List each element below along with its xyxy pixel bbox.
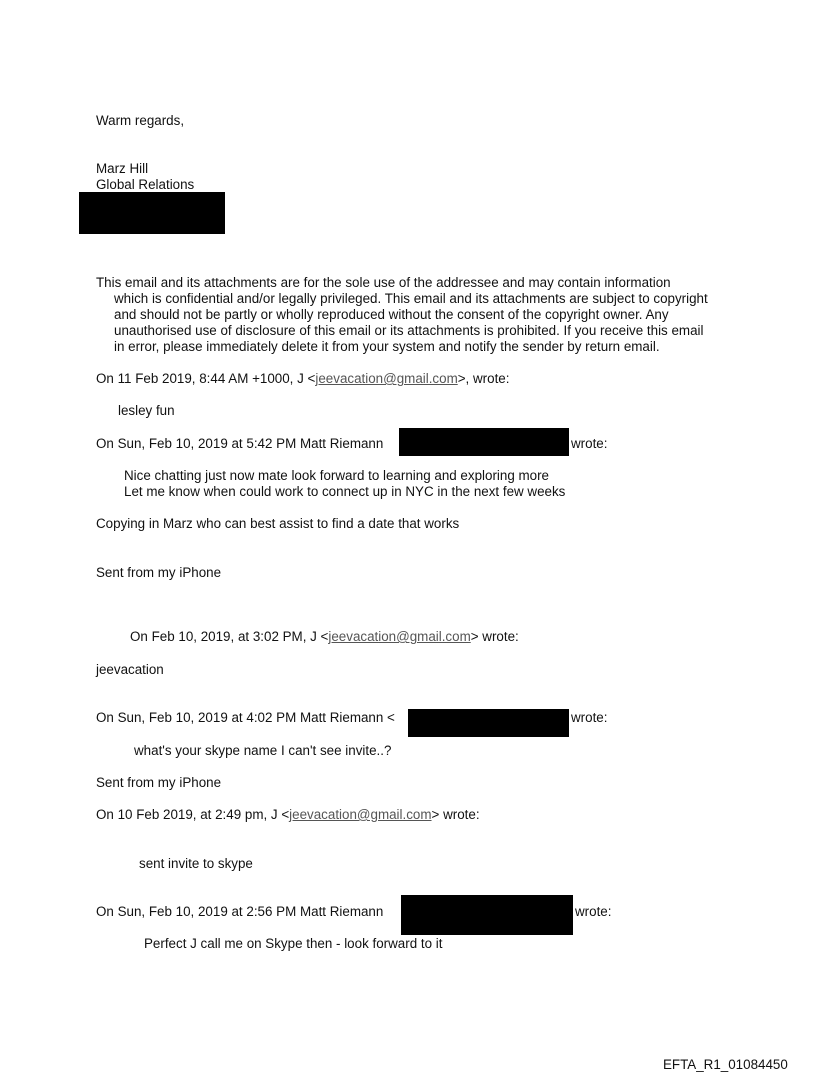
email-link[interactable]: jeevacation@gmail.com — [289, 807, 432, 822]
redaction-block — [401, 895, 573, 935]
message-body: jeevacation — [96, 662, 164, 677]
signature-name: Marz Hill — [96, 161, 149, 176]
message-signature: Sent from my iPhone — [96, 775, 222, 790]
redaction-block — [408, 709, 569, 737]
message-body: Nice chatting just now mate look forward to learning and exploring more — [124, 468, 550, 483]
message-header: On Sun, Feb 10, 2019 at 5:42 PM Matt Riemann — [96, 436, 384, 451]
message-header: On 11 Feb 2019, 8:44 AM +1000, J <jeevacation@gmail.com>, wrote: — [96, 371, 510, 386]
signature-closing: Warm regards, — [96, 113, 185, 128]
document-id: EFTA_R1_01084450 — [663, 1057, 788, 1072]
message-body: what's your skype name I can't see invite..? — [134, 743, 392, 758]
message-header: On Sun, Feb 10, 2019 at 2:56 PM Matt Riemann — [96, 904, 384, 919]
message-header-wrote: wrote: — [575, 904, 612, 919]
message-header: On Sun, Feb 10, 2019 at 4:02 PM Matt Riemann < — [96, 710, 395, 725]
message-body: sent invite to skype — [139, 856, 253, 871]
redaction-block — [79, 192, 225, 234]
message-signature: Sent from my iPhone — [96, 565, 222, 580]
message-body: Perfect J call me on Skype then - look forward to it — [144, 936, 443, 951]
redaction-block — [399, 428, 569, 456]
email-link[interactable]: jeevacation@gmail.com — [328, 629, 471, 644]
message-header-wrote: wrote: — [571, 436, 608, 451]
message-body: lesley fun — [118, 403, 175, 418]
signature-title: Global Relations — [96, 177, 195, 192]
message-body: Copying in Marz who can best assist to find a date that works — [96, 516, 460, 531]
message-header: On 10 Feb 2019, at 2:49 pm, J <jeevacation@gmail.com> wrote: — [96, 807, 480, 822]
disclaimer-body: which is confidential and/or legally privileged. This email and its attachments are subject to copyright and should not be partly or wholly reproduced without the consent of the copyright owner. Any unauthorised use of disclosure of this email or its attachments is prohibited. If you receive this email in error, please immediately delete it from your system and notify the sender by return email. — [114, 291, 708, 354]
disclaimer-first-line: This email and its attachments are for the sole use of the addressee and may contain information — [96, 275, 671, 290]
message-header: On Feb 10, 2019, at 3:02 PM, J <jeevacation@gmail.com> wrote: — [130, 629, 519, 644]
message-body: Let me know when could work to connect up in NYC in the next few weeks — [124, 484, 566, 499]
email-disclaimer — [96, 275, 716, 355]
message-header-wrote: wrote: — [571, 710, 608, 725]
email-link[interactable]: jeevacation@gmail.com — [315, 371, 458, 386]
